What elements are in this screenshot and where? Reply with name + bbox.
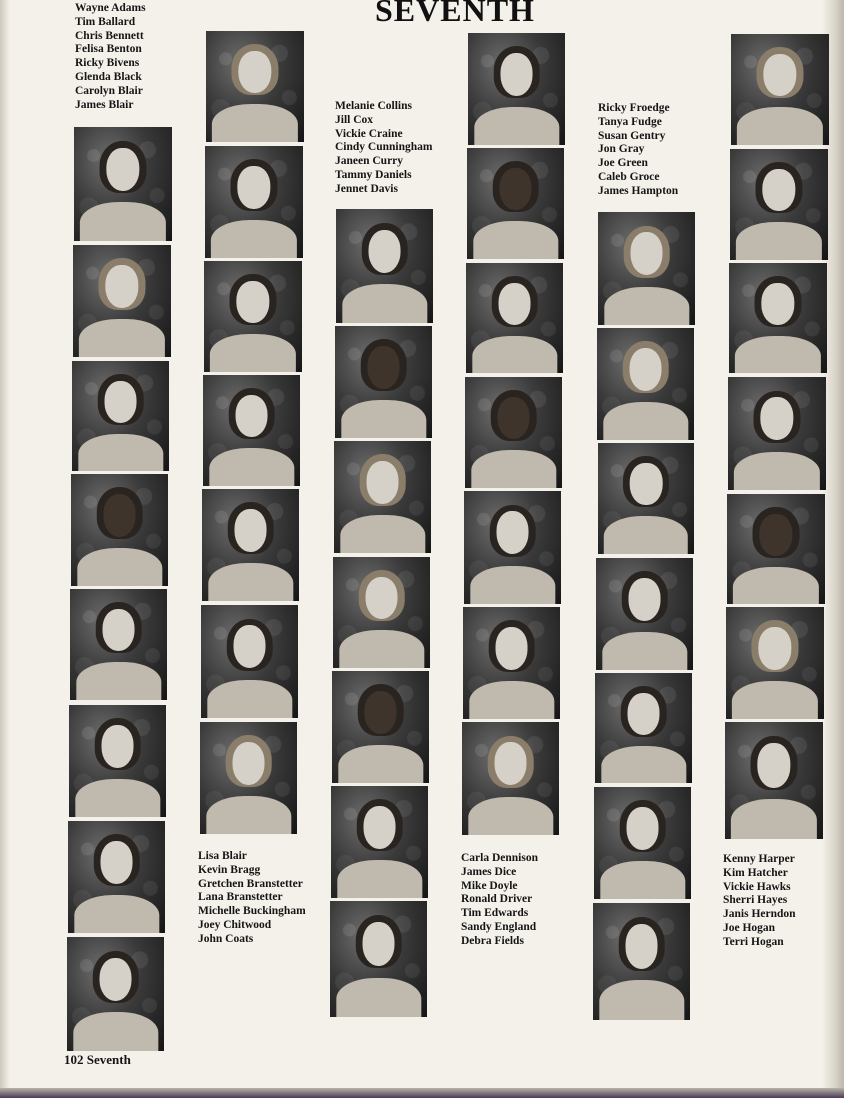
student-name: Vickie Hawks (723, 880, 791, 893)
student-portrait (332, 671, 429, 783)
student-name: Gretchen Branstetter (198, 877, 303, 890)
student-name: Wayne Adams (75, 2, 146, 14)
student-name: Jennet Davis (335, 182, 398, 195)
page-title: SEVENTH (375, 0, 535, 28)
student-name: Vickie Craine (335, 127, 403, 140)
student-portrait (336, 209, 433, 323)
student-portrait (593, 903, 690, 1020)
student-portrait (463, 607, 560, 719)
student-portrait (725, 722, 823, 839)
student-name: Janis Herndon (723, 908, 796, 921)
student-name: Ricky Bivens (75, 57, 140, 70)
student-portrait (464, 491, 561, 604)
student-name: Mike Doyle (461, 879, 518, 892)
student-name: Joey Chitwood (198, 918, 272, 931)
student-name: Tanya Fudge (598, 115, 662, 128)
student-portrait (597, 328, 694, 440)
student-portrait (598, 443, 694, 554)
student-name: Lisa Blair (198, 850, 247, 862)
student-portrait (465, 377, 562, 488)
name-list-col3 (335, 100, 432, 197)
student-name: Susan Gentry (598, 129, 666, 142)
student-name: Ronald Driver (461, 893, 533, 906)
student-portrait (203, 375, 300, 486)
student-portrait (200, 722, 297, 834)
student-name: Joe Green (598, 157, 648, 170)
student-portrait (728, 377, 826, 490)
student-portrait (596, 558, 693, 670)
student-portrait (70, 589, 167, 700)
student-name: Tim Ballard (75, 15, 136, 28)
student-portrait (68, 821, 165, 933)
student-portrait (598, 212, 695, 325)
student-portrait (594, 787, 691, 899)
student-portrait (206, 31, 304, 142)
student-portrait (204, 261, 302, 372)
student-portrait (333, 557, 430, 668)
student-name: Chris Bennett (75, 29, 144, 42)
student-name: Janeen Curry (335, 155, 404, 168)
student-portrait (729, 263, 827, 373)
student-name: Terri Hogan (723, 935, 784, 948)
name-list-col6 (723, 853, 796, 950)
student-name: Melanie Collins (335, 100, 412, 112)
student-portrait (330, 901, 427, 1017)
student-name: James Hampton (598, 184, 679, 197)
student-portrait (72, 361, 169, 471)
student-name: Cindy Cunningham (335, 141, 433, 154)
student-portrait (73, 245, 171, 357)
student-name: John Coats (198, 932, 254, 945)
student-name: Felisa Benton (75, 43, 142, 56)
name-list-col5 (598, 102, 678, 199)
student-portrait (201, 605, 298, 718)
student-portrait (74, 127, 172, 241)
student-portrait (467, 148, 564, 259)
student-name: Sandy England (461, 920, 537, 933)
student-portrait (202, 489, 299, 601)
student-portrait (335, 326, 432, 438)
student-name: Ricky Froedge (598, 102, 670, 114)
student-name: James Dice (461, 865, 517, 878)
student-portrait (731, 34, 829, 145)
student-name: Glenda Black (75, 70, 142, 83)
student-portrait (730, 149, 828, 260)
student-name: Michelle Buckingham (198, 905, 306, 918)
name-list-col2 (198, 850, 306, 947)
student-name: Kim Hatcher (723, 866, 788, 879)
student-name: Carla Dennison (461, 852, 538, 864)
student-name: Lana Branstetter (198, 891, 283, 904)
student-portrait (462, 722, 559, 835)
page-binding-shadow (0, 0, 10, 1098)
student-name: Sherri Hayes (723, 894, 788, 907)
student-portrait (205, 146, 303, 258)
page-bottom-edge (0, 1088, 844, 1098)
name-list-col4 (461, 852, 538, 949)
student-portrait (334, 441, 431, 553)
student-portrait (71, 474, 168, 586)
student-name: Jon Gray (598, 143, 645, 156)
student-portrait (466, 263, 563, 373)
student-name: Tim Edwards (461, 907, 529, 920)
student-portrait (331, 786, 428, 898)
student-portrait (727, 494, 825, 604)
student-portrait (595, 673, 692, 783)
student-portrait (726, 607, 824, 719)
student-name: James Blair (75, 98, 134, 111)
student-name: Caleb Groce (598, 170, 660, 183)
student-name: Jill Cox (335, 113, 374, 126)
student-portrait (69, 705, 166, 817)
student-name: Carolyn Blair (75, 84, 143, 97)
student-name: Kevin Bragg (198, 863, 261, 876)
student-name: Kenny Harper (723, 853, 795, 865)
student-name: Tammy Daniels (335, 168, 412, 181)
student-name: Joe Hogan (723, 921, 776, 934)
student-portrait (468, 33, 565, 145)
page-footer: 102 Seventh (64, 1052, 131, 1067)
student-portrait (67, 937, 164, 1051)
student-name: Debra Fields (461, 934, 524, 947)
name-list-col1 (75, 2, 146, 112)
